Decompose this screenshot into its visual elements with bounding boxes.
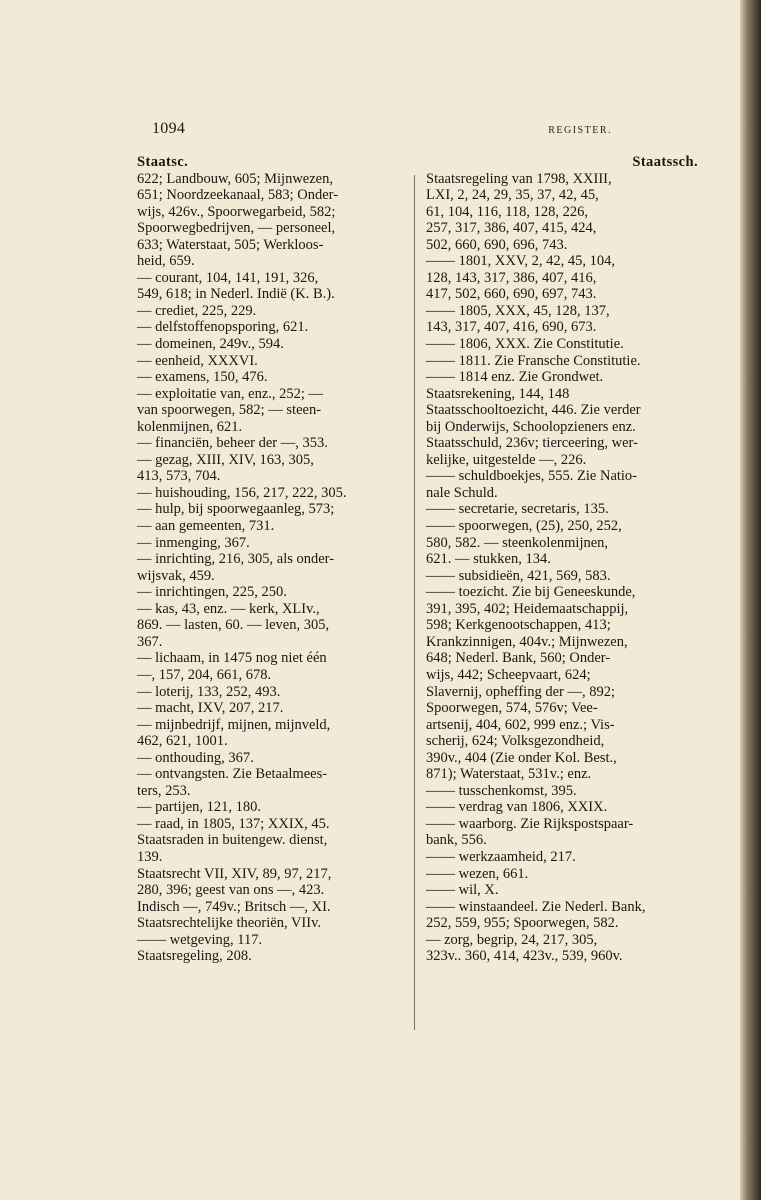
index-entry-line: — zorg, begrip, 24, 217, 305,	[426, 931, 598, 948]
index-entry-line: bank, 556.	[426, 832, 487, 849]
column-heading-right: Staatssch.	[632, 154, 698, 170]
index-entry-line: 651; Noordzeekanaal, 583; Onder-	[137, 187, 339, 204]
index-entry-line: —— wezen, 661.	[426, 865, 529, 882]
index-entry-line: — courant, 104, 141, 191, 326,	[137, 269, 319, 286]
index-entry-line: scherij, 624; Volksgezondheid,	[426, 733, 605, 750]
index-entry-line: 367.	[137, 633, 163, 650]
index-entry-line: —— winstaandeel. Zie Nederl. Bank,	[426, 898, 646, 915]
index-entry-line: — crediet, 225, 229.	[137, 302, 257, 319]
index-entry-line: 580, 582. — steenkolenmijnen,	[426, 534, 609, 551]
index-entry-line: 462, 621, 1001.	[137, 733, 228, 750]
index-entry-line: Staatsrecht VII, XIV, 89, 97, 217,	[137, 865, 332, 882]
index-entry-line: Spoorwegbedrijven, — personeel,	[137, 220, 336, 237]
index-entry-line: 648; Nederl. Bank, 560; Onder-	[426, 650, 611, 667]
index-entry-line: 390v., 404 (Zie onder Kol. Best.,	[426, 749, 617, 766]
index-entry-line: — exploitatie van, enz., 252; —	[137, 385, 324, 402]
index-entry-line: heid, 659.	[137, 253, 195, 270]
index-entry-line: —— 1811. Zie Fransche Constitutie.	[426, 352, 641, 369]
column-divider	[414, 175, 415, 1030]
index-entry-line: 128, 143, 317, 386, 407, 416,	[426, 269, 597, 286]
index-entry-line: — inrichtingen, 225, 250.	[137, 584, 287, 601]
index-entry-line: 413, 573, 704.	[137, 468, 221, 485]
index-entry-line: —— 1806, XXX. Zie Constitutie.	[426, 336, 624, 353]
index-entry-line: —— verdrag van 1806, XXIX.	[426, 799, 608, 816]
index-entry-line: Staatsregeling, 208.	[137, 948, 252, 965]
index-entry-line: —— 1801, XXV, 2, 42, 45, 104,	[426, 253, 616, 270]
index-entry-line: Staatsschooltoezicht, 446. Zie verder	[426, 402, 641, 419]
index-entry-line: 280, 396; geest van ons —, 423.	[137, 882, 325, 899]
index-entry-line: 871); Waterstaat, 531v.; enz.	[426, 766, 592, 783]
book-gutter	[740, 0, 761, 1200]
index-entry-line: LXI, 2, 24, 29, 35, 37, 42, 45,	[426, 187, 599, 204]
index-entry-line: — inrichting, 216, 305, als onder-	[137, 551, 335, 568]
index-entry-line: 622; Landbouw, 605; Mijnwezen,	[137, 170, 333, 187]
index-entry-line: — loterij, 133, 252, 493.	[137, 683, 281, 700]
page-number: 1094	[152, 120, 186, 137]
index-entry-line: —— wil, X.	[426, 882, 499, 899]
index-entry-line: —— wetgeving, 117.	[137, 931, 263, 948]
index-entry-line: — financiën, beheer der —, 353.	[137, 435, 328, 452]
index-entry-line: — partijen, 121, 180.	[137, 799, 262, 816]
index-entry-line: 61, 104, 116, 118, 128, 226,	[426, 203, 589, 220]
index-entry-line: — inmenging, 367.	[137, 534, 250, 551]
page-header	[0, 120, 740, 140]
index-entry-line: — huishouding, 156, 217, 222, 305.	[137, 484, 347, 501]
index-entry-line: — macht, IXV, 207, 217.	[137, 700, 284, 717]
index-entry-line: 549, 618; in Nederl. Indië (K. B.).	[137, 286, 335, 303]
index-entry-line: Staatsschuld, 236v; tierceering, wer-	[426, 435, 638, 452]
index-entry-line: Staatsregeling van 1798, XXIII,	[426, 170, 612, 187]
index-entry-line: Indisch —, 749v.; Britsch —, XI.	[137, 898, 331, 915]
index-entry-line: ters, 253.	[137, 782, 191, 799]
index-entry-line: — ontvangsten. Zie Betaalmees-	[137, 766, 328, 783]
index-column-left	[137, 154, 405, 965]
index-entry-line: 633; Waterstaat, 505; Werkloos-	[137, 236, 324, 253]
index-entry-line: — raad, in 1805, 137; XXIX, 45.	[137, 815, 330, 832]
index-entry-line: van spoorwegen, 582; — steen-	[137, 402, 322, 419]
index-entry-line: wijsvak, 459.	[137, 567, 215, 584]
index-entry-line: — lichaam, in 1475 nog niet één	[137, 650, 327, 667]
index-entry-line: Spoorwegen, 574, 576v; Vee-	[426, 700, 598, 717]
index-entry-line: —— werkzaamheid, 217.	[426, 848, 576, 865]
index-entry-line: kolenmijnen, 621.	[137, 418, 243, 435]
running-title: REGISTER.	[548, 125, 612, 136]
index-entry-line: 391, 395, 402; Heidemaatschappij,	[426, 600, 629, 617]
index-entry-line: Staatsrekening, 144, 148	[426, 385, 570, 402]
index-entry-line: —— subsidieën, 421, 569, 583.	[426, 567, 611, 584]
index-entry-line: 252, 559, 955; Spoorwegen, 582.	[426, 915, 619, 932]
index-entry-line: — gezag, XIII, XIV, 163, 305,	[137, 451, 314, 468]
index-entry-line: 139.	[137, 848, 163, 865]
index-column-right	[426, 154, 698, 965]
index-entry-line: —, 157, 204, 661, 678.	[137, 666, 272, 683]
index-entry-line: 502, 660, 690, 696, 743.	[426, 236, 568, 253]
index-entry-line: —— toezicht. Zie bij Geneeskunde,	[426, 584, 636, 601]
index-entry-line: — onthouding, 367.	[137, 749, 254, 766]
index-entry-line: wijs, 442; Scheepvaart, 624;	[426, 666, 591, 683]
index-entry-line: — examens, 150, 476.	[137, 369, 268, 386]
index-entry-line: —— 1814 enz. Zie Grondwet.	[426, 369, 604, 386]
index-entry-line: —— waarborg. Zie Rijkspostspaar-	[426, 815, 634, 832]
column-heading-left: Staatsc.	[137, 154, 189, 170]
index-entry-line: — mijnbedrijf, mijnen, mijnveld,	[137, 716, 331, 733]
index-entry-line: Staatsraden in buitengew. dienst,	[137, 832, 328, 849]
index-entry-line: 323v.. 360, 414, 423v., 539, 960v.	[426, 948, 623, 965]
index-entry-line: — kas, 43, enz. — kerk, XLIv.,	[137, 600, 320, 617]
index-entry-line: artsenij, 404, 602, 999 enz.; Vis-	[426, 716, 615, 733]
index-entry-line: kelijke, uitgestelde —, 226.	[426, 451, 587, 468]
index-entry-line: —— secretarie, secretaris, 135.	[426, 501, 609, 518]
index-entry-line: bij Onderwijs, Schoolopzieners enz.	[426, 418, 636, 435]
index-entry-line: —— spoorwegen, (25), 250, 252,	[426, 518, 622, 535]
index-entry-line: — eenheid, XXXVI.	[137, 352, 258, 369]
index-entry-line: —— schuldboekjes, 555. Zie Natio-	[426, 468, 638, 485]
index-entry-line: wijs, 426v., Spoorwegarbeid, 582;	[137, 203, 336, 220]
index-entry-line: — aan gemeenten, 731.	[137, 518, 275, 535]
index-entry-line: Staatsrechtelijke theoriën, VIIv.	[137, 915, 322, 932]
index-entry-line: 257, 317, 386, 407, 415, 424,	[426, 220, 597, 237]
index-entry-line: nale Schuld.	[426, 484, 498, 501]
index-entry-line: — delfstoffenopsporing, 621.	[137, 319, 309, 336]
index-entry-line: Slavernij, opheffing der —, 892;	[426, 683, 616, 700]
index-entry-line: Krankzinnigen, 404v.; Mijnwezen,	[426, 633, 628, 650]
index-entry-line: 143, 317, 407, 416, 690, 673.	[426, 319, 597, 336]
index-entry-line: —— 1805, XXX, 45, 128, 137,	[426, 302, 610, 319]
index-entry-line: — hulp, bij spoorwegaanleg, 573;	[137, 501, 335, 518]
index-entry-line: — domeinen, 249v., 594.	[137, 336, 284, 353]
index-entry-line: 869. — lasten, 60. — leven, 305,	[137, 617, 330, 634]
index-entry-line: 621. — stukken, 134.	[426, 551, 551, 568]
index-entry-line: 598; Kerkgenootschappen, 413;	[426, 617, 611, 634]
index-entry-line: —— tusschenkomst, 395.	[426, 782, 577, 799]
index-entry-line: 417, 502, 660, 690, 697, 743.	[426, 286, 597, 303]
